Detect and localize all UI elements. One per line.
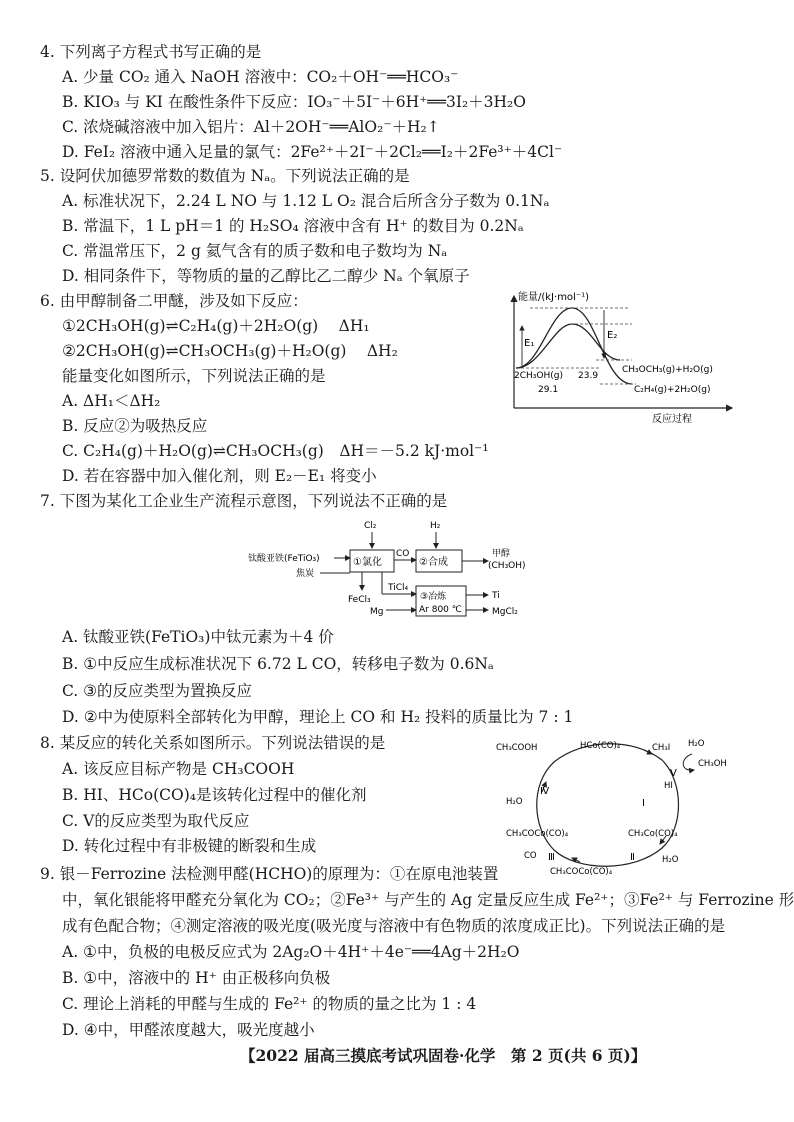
e2-label: E₂: [607, 330, 618, 341]
q7-option-b: B. ①中反应生成标准状况下 6.72 L CO，转移电子数为 0.6Nₐ: [62, 655, 494, 673]
hco-catalyst: HCo(CO)₄: [580, 741, 621, 751]
q8-stem: 8. 某反应的转化关系如图所示。下列说法错误的是: [40, 734, 386, 752]
q8-option-b: B. HI、HCo(CO)₄是该转化过程中的催化剂: [62, 786, 367, 804]
q6-option-d: D. 若在容器中加入催化剂，则 E₂－E₁ 将变小: [62, 467, 377, 485]
q6-note: 能量变化如图所示，下列说法正确的是: [62, 367, 326, 385]
methanol-formula: (CH₃OH): [488, 561, 526, 571]
energy-diagram: [500, 288, 746, 428]
q9-line-1: 9. 银－Ferrozine 法检测甲醛(HCHO)的原理为：①在原电池装置: [40, 865, 499, 883]
fecl3-label: FeCl₃: [348, 595, 371, 605]
co-iii: CO: [524, 851, 537, 861]
catalytic-cycle: [494, 732, 734, 878]
methyl-complex: CH₃Co(CO)₄: [628, 829, 678, 839]
e1-label: E₁: [524, 338, 535, 349]
hi-label: HI: [664, 781, 673, 791]
q4-option-d: D. FeI₂ 溶液中通入足量的氯气：2Fe²⁺＋2I⁻＋2Cl₂══I₂＋2Fe³⁺＋4Cl⁻: [62, 143, 563, 161]
q6-stem: 6. 由甲醇制备二甲醚，涉及如下反应：: [40, 292, 308, 310]
co-label: CO: [396, 549, 410, 559]
water-iv: H₂O: [506, 797, 523, 807]
product-2-label: C₂H₄(g)+2H₂O(g): [634, 385, 711, 395]
process-flowchart: [248, 516, 548, 620]
feed-coke: 焦炭: [296, 569, 315, 579]
cl2-label: Cl₂: [364, 521, 377, 531]
mg-label: Mg: [370, 607, 384, 617]
cycle-ring: [537, 744, 679, 867]
q4-option-b: B. KIO₃ 与 KI 在酸性条件下反应：IO₃⁻＋5I⁻＋6H⁺══3I₂＋3H₂O: [62, 93, 526, 111]
h2-label: H₂: [430, 521, 441, 531]
feed-fetio3: 钛酸亚铁(FeTiO₃): [248, 554, 320, 564]
methyl-iodide: CH₃I: [652, 743, 671, 753]
svg-text:②合成: ②合成: [419, 557, 448, 568]
q6-option-b: B. 反应②为吸热反应: [62, 417, 208, 435]
q9-option-c: C. 理论上消耗的甲醛与生成的 Fe²⁺ 的物质的量之比为 1 : 4: [62, 995, 477, 1013]
methanol-label: 甲醇: [492, 549, 511, 559]
value-23-9: 23.9: [578, 371, 599, 381]
q9-line-2: 中，氧化银能将甲醛充分氧化为 CO₂；②Fe³⁺ 与产生的 Ag 定量反应生成 Fe²⁺；③Fe²⁺ 与 Ferrozine 形: [62, 891, 794, 909]
q7-stem: 7. 下图为某化工企业生产流程示意图，下列说法不正确的是: [40, 492, 448, 510]
q9-option-d: D. ④中，甲醛浓度越大，吸光度越小: [62, 1021, 315, 1039]
q7-option-d: D. ②中为使原料全部转化为甲醇，理论上 CO 和 H₂ 投料的质量比为 7 : 1: [62, 708, 574, 726]
q7-option-c: C. ③的反应类型为置换反应: [62, 682, 253, 700]
step-i: Ⅰ: [642, 798, 645, 809]
svg-text:③冶炼: ③冶炼: [420, 592, 447, 602]
q4-option-a: A. 少量 CO₂ 通入 NaOH 溶液中：CO₂＋OH⁻══HCO₃⁻: [62, 68, 459, 86]
q8-option-d: D. 转化过程中有非极键的断裂和生成: [62, 837, 317, 855]
acyl-complex: CH₃COCo(CO)₄: [506, 829, 569, 839]
q9-option-a: A. ①中，负极的电极反应式为 2Ag₂O＋4H⁺＋4e⁻══4Ag＋2H₂O: [62, 943, 520, 961]
q6-reaction-1: ①2CH₃OH(g)⇌C₂H₄(g)＋2H₂O(g) ΔH₁: [62, 317, 370, 335]
energy-y-label: 能量/(kJ·mol⁻¹): [518, 292, 590, 303]
q9-option-b: B. ①中，溶液中的 H⁺ 由正极移向负极: [62, 969, 331, 987]
q4-option-c: C. 浓烧碱溶液中加入铝片：Al＋2OH⁻══AlO₂⁻＋H₂↑: [62, 118, 440, 136]
q5-option-a: A. 标准状况下，2.24 L NO 与 1.12 L O₂ 混合后所含分子数为 0.1Nₐ: [62, 192, 550, 210]
methanol: CH₃OH: [698, 759, 727, 769]
step-iii: Ⅲ: [548, 852, 555, 863]
q5-option-c: C. 常温常压下，2 g 氦气含有的质子数和电子数均为 Nₐ: [62, 242, 448, 260]
step-iv: Ⅳ: [540, 786, 550, 797]
energy-x-label: 反应过程: [652, 414, 692, 425]
svg-text:Ar 800 ℃: Ar 800 ℃: [419, 605, 462, 615]
page-footer: 【2022 届高三摸底考试巩固卷·化学 第 2 页(共 6 页)】: [240, 1046, 647, 1065]
water-ii: H₂O: [662, 855, 679, 865]
q4-stem: 4. 下列离子方程式书写正确的是: [40, 43, 262, 61]
q8-option-a: A. 该反应目标产物是 CH₃COOH: [62, 760, 295, 778]
acetic-acid: CH₃COOH: [496, 743, 538, 753]
q7-option-a: A. 钛酸亚铁(FeTiO₃)中钛元素为＋4 价: [62, 628, 334, 646]
value-29-1: 29.1: [538, 385, 559, 395]
q6-reaction-2: ②2CH₃OH(g)⇌CH₃OCH₃(g)＋H₂O(g) ΔH₂: [62, 342, 398, 360]
q5-option-b: B. 常温下，1 L pH＝1 的 H₂SO₄ 溶液中含有 H⁺ 的数目为 0.2Nₐ: [62, 217, 524, 235]
start-label: 2CH₃OH(g): [514, 371, 563, 381]
q6-option-c: C. C₂H₄(g)＋H₂O(g)⇌CH₃OCH₃(g) ΔH＝－5.2 kJ·mol⁻¹: [62, 442, 489, 460]
acyl-complex-2: CH₃COCo(CO)₄: [550, 867, 613, 877]
svg-text:①氯化: ①氯化: [353, 557, 382, 568]
step-ii: Ⅱ: [630, 852, 635, 863]
q5-stem: 5. 设阿伏加德罗常数的数值为 Nₐ。下列说法正确的是: [40, 167, 410, 185]
q8-option-c: C. Ⅴ的反应类型为取代反应: [62, 812, 250, 830]
product-1-label: CH₃OCH₃(g)+H₂O(g): [622, 365, 713, 375]
ticl4-label: TiCl₄: [388, 583, 409, 593]
ti-label: Ti: [492, 591, 500, 601]
q6-option-a: A. ΔH₁＜ΔH₂: [62, 392, 161, 410]
q9-line-3: 成有色配合物；④测定溶液的吸光度(吸光度与溶液中有色物质的浓度成正比)。下列说法正确的是: [62, 917, 726, 935]
q5-option-d: D. 相同条件下，等物质的量的乙醇比乙二醇少 Nₐ 个氧原子: [62, 267, 470, 285]
step-v: Ⅴ: [670, 768, 677, 779]
mgcl2-label: MgCl₂: [492, 607, 518, 617]
water-v: H₂O: [688, 739, 705, 749]
